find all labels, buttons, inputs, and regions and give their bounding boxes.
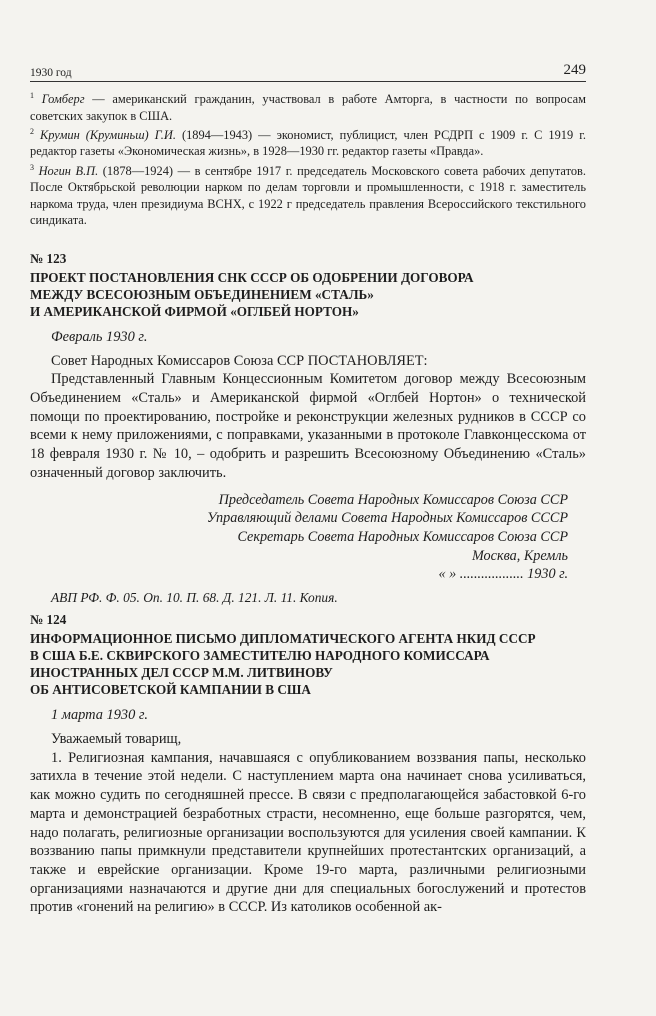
doc-124-salutation: Уважаемый товарищ,: [51, 731, 182, 748]
doc-123-decree-intro: Совет Народных Комиссаров Союза ССР ПОСТАНОВЛЯЕТ:: [51, 352, 428, 369]
doc-123-date: Февраль 1930 г.: [51, 328, 148, 345]
signature-line: Председатель Совета Народных Комиссаров Союза ССР: [218, 491, 568, 508]
running-head-year: 1930 год: [30, 67, 72, 79]
doc-123-decree-text: Представленный Главным Концессионным Комитетом договор между Всесоюзным Объединением «Сталь» и Американской фирмой «Оглбей Нортон» о технической помощи по проектированию, постройке и реконструкции железных рудников в СССР со всеми к нему приложениями, с поправками, указанными в протоколе Главконцесскома от 18 февраля 1930 г. № 10, – одобрить и разрешить Всесоюзному Объединению «Сталь» означенный договор заключить.: [30, 371, 586, 481]
signature-line: Управляющий делами Совета Народных Комиссаров СССР: [206, 510, 568, 527]
running-head: [30, 62, 586, 82]
doc-124-title-line: ИНОСТРАННЫХ ДЕЛ СССР М.М. ЛИТВИНОВУ: [30, 665, 333, 681]
doc-123-title-line: И АМЕРИКАНСКОЙ ФИРМОЙ «ОГЛБЕЙ НОРТОН»: [30, 303, 359, 319]
doc-123-title: [30, 269, 586, 320]
footnote-text: (1878—1924) — в сентябре 1917 г. председатель Московского совета рабочих депутатов. После Октябрьской революции нарком по делам торговли и промышленности, с 1918 г. заместитель наркома труда, член президиума ВСНХ, с 1922 г председатель правления Всероссийского текстильного синдиката.: [30, 164, 586, 228]
page: [30, 62, 586, 917]
footnote-text: (1894—1943) — экономист, публицист, член РСДРП с 1909 г. С 1919 г. редактор газеты «Экономическая жизнь», в 1928—1930 гг. редактор газеты «Правда».: [30, 128, 586, 159]
footnote-marker: 1: [30, 91, 34, 100]
doc-124-title-line: ОБ АНТИСОВЕТСКОЙ КАМПАНИИ В США: [30, 682, 311, 698]
doc-123-number: № 123: [30, 250, 67, 266]
doc-124-number: № 124: [30, 612, 67, 628]
footnote-name: Крумин (Круминьш) Г.И.: [40, 128, 176, 143]
footnote-marker: 3: [30, 162, 34, 172]
footnote-marker: 2: [30, 126, 34, 136]
doc-124-title-line: В США Б.Е. СКВИРСКОГО ЗАМЕСТИТЕЛЮ НАРОДНОГО КОМИССАРА: [30, 648, 490, 664]
doc-123-title-line: ПРОЕКТ ПОСТАНОВЛЕНИЯ СНК СССР ОБ ОДОБРЕНИИ ДОГОВОРА: [30, 269, 474, 285]
footnote-2: [30, 124, 586, 160]
signature-date: « » .................. 1930 г.: [438, 566, 568, 583]
doc-124-title-line: ИНФОРМАЦИОННОЕ ПИСЬМО ДИПЛОМАТИЧЕСКОГО АГЕНТА НКИД СССР: [30, 631, 536, 647]
doc-124-date: 1 марта 1930 г.: [51, 707, 148, 724]
doc-124-title: [30, 630, 586, 698]
doc-123-signatures: [30, 491, 586, 585]
signature-line: Секретарь Совета Народных Комиссаров Союза ССР: [237, 528, 568, 545]
footnote-text: — американский гражданин, участвовал в работе Амторга, в частности по вопросам советских закупок в США.: [30, 92, 586, 123]
page-number: 249: [563, 62, 586, 78]
signature-place: Москва, Кремль: [471, 547, 568, 564]
doc-123-title-line: МЕЖДУ ВСЕСОЮЗНЫМ ОБЪЕДИНЕНИЕМ «СТАЛЬ»: [30, 286, 374, 302]
footnote-name: Ногин В.П.: [38, 164, 99, 178]
doc-123-archive-ref: АВП РФ. Ф. 05. Оп. 10. П. 68. Д. 121. Л. 11. Копия.: [51, 590, 338, 606]
footnote-3: [30, 160, 586, 229]
footnote-1: [30, 88, 586, 124]
doc-124-paragraph-1: 1. Религиозная кампания, начавшаяся с опубликованием воззвания папы, несколько затихла в течение этой недели. С наступлением марта она начинает снова усиливаться, как можно судить по сегодняшней прессе. В связи с предполагающейся забастовкой 6-го марта и демонстрацией безработных страсти, несомненно, еще больше разгорятся, чем, надо полагать, религиозные организации воспользуются для усиления своей кампании. К воззванию папы примкнули представители крупнейших протестантских организаций, а также и еврейские организации. Кроме 19-го марта, различными религиозными организациями назначаются и другие дни для специальных богослужений и протестов против «гонений на религию» в СССР. Из католиков особенной ак-: [30, 749, 586, 916]
footnote-name: Гомберг: [41, 92, 85, 107]
